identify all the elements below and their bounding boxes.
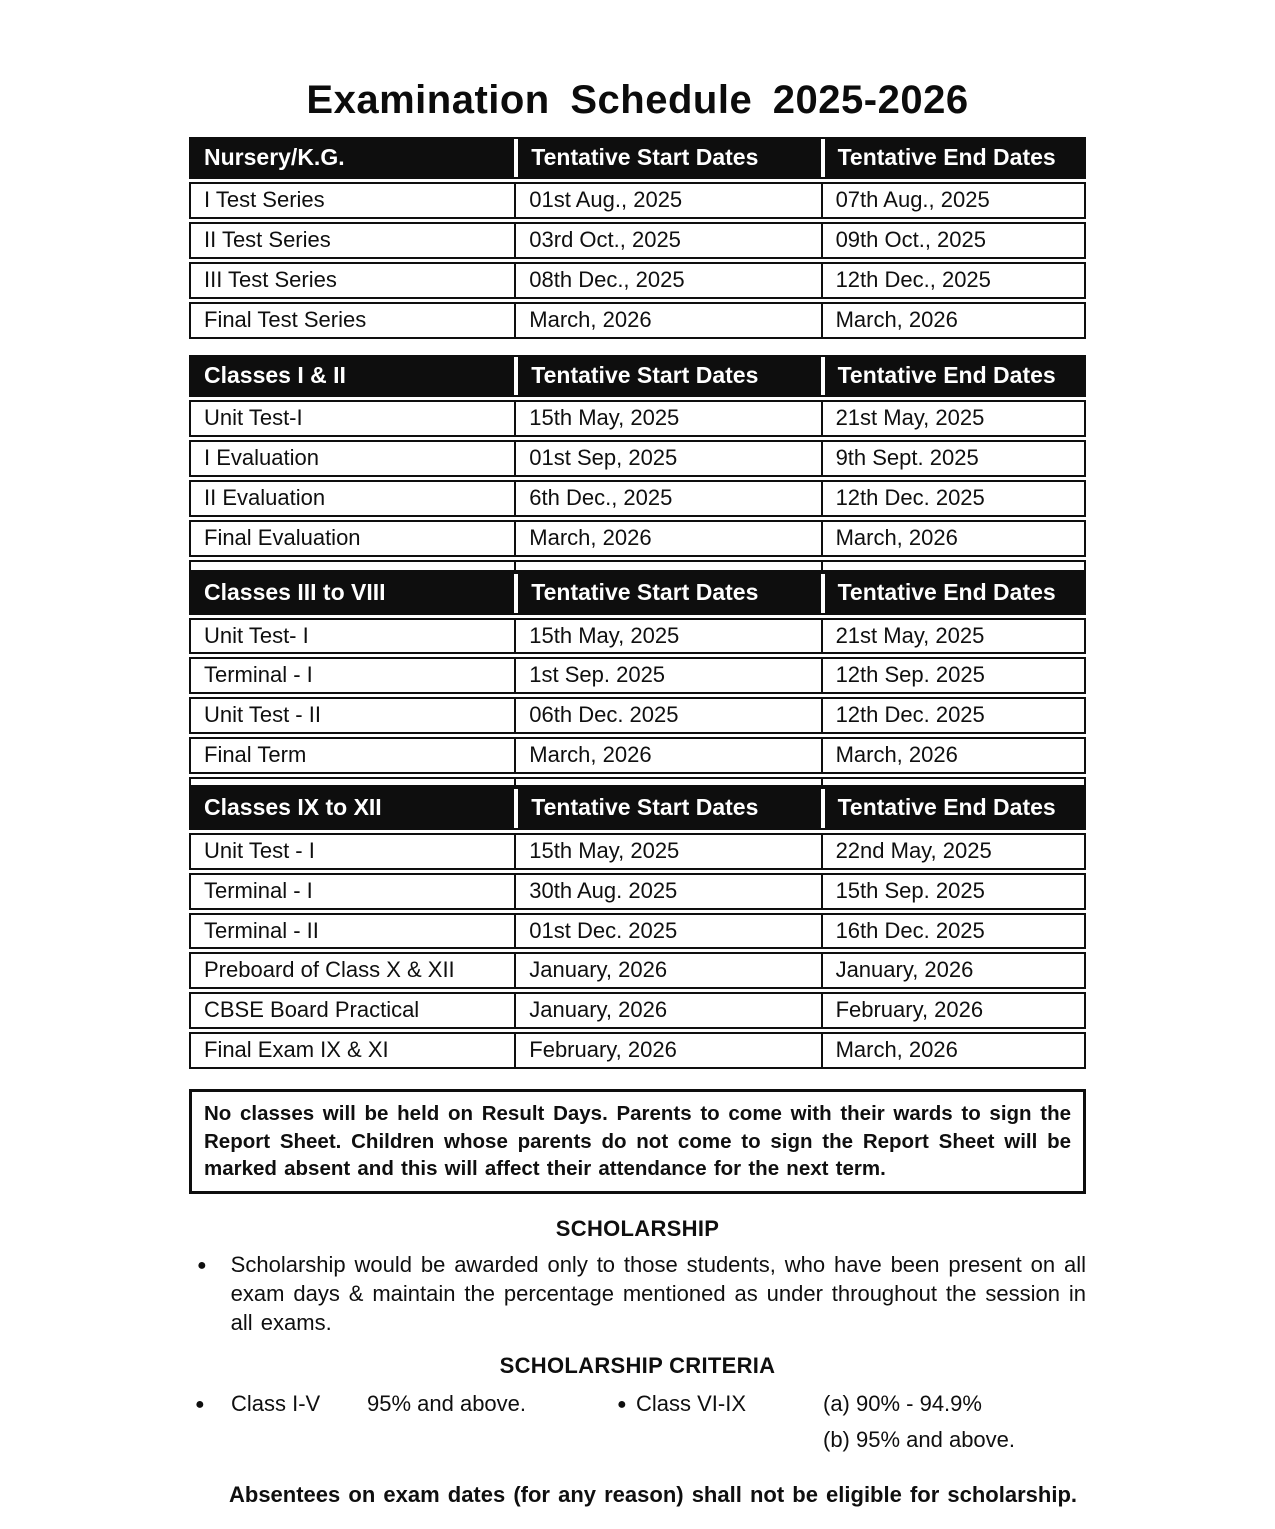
cell-start-date: 01st Aug., 2025 <box>514 184 820 217</box>
cell-end-date: 21st May, 2025 <box>821 620 1084 653</box>
table-row <box>189 480 1086 517</box>
cell-start-date: February, 2026 <box>514 1034 820 1067</box>
cell-end-date: 12th Sep. 2025 <box>821 659 1084 692</box>
cell-exam-name: III Test Series <box>204 267 337 293</box>
cell-start-date: 15th May, 2025 <box>514 620 820 653</box>
spacer-row <box>189 777 1086 787</box>
table-row <box>189 952 1086 989</box>
table-row <box>189 262 1086 299</box>
cell-start-date: 30th Aug. 2025 <box>514 875 820 908</box>
spacer-row <box>189 560 1086 572</box>
bullet-icon: ● <box>617 1396 627 1414</box>
cell-exam-name: Terminal - II <box>204 917 319 943</box>
cell-exam-name: Unit Test-I <box>204 405 303 431</box>
cell-exam-name: I Test Series <box>204 187 325 213</box>
table-row <box>189 222 1086 259</box>
cell-exam-name: Final Test Series <box>204 307 367 333</box>
cell-start-date: 1st Sep. 2025 <box>514 659 820 692</box>
column-header-end-dates: Tentative End Dates <box>821 789 1084 827</box>
absentees-note: Absentees on exam dates (for any reason) shall not be eligible for scholarship. <box>229 1482 1077 1508</box>
scholarship-heading: SCHOLARSHIP <box>555 1216 720 1242</box>
criteria-row <box>189 1391 1086 1459</box>
cell-exam-name: II Test Series <box>204 227 331 253</box>
table-row <box>189 992 1086 1029</box>
cell-end-date: March, 2026 <box>821 739 1084 772</box>
cell-end-date: January, 2026 <box>821 954 1084 987</box>
column-header-class: Classes IX to XII <box>204 794 382 821</box>
scholarship-text: Scholarship would be awarded only to those students, who have been present on all exam days & maintain the percentage mentioned as under throughout the session in all exams. <box>230 1252 1086 1336</box>
cell-exam-name: Preboard of Class X & XII <box>204 957 455 983</box>
cell-exam-name: II Evaluation <box>204 485 326 511</box>
cell-end-date: 12th Dec., 2025 <box>821 264 1084 297</box>
cell-start-date: March, 2026 <box>514 739 820 772</box>
cell-end-date: 09th Oct., 2025 <box>821 224 1084 257</box>
bullet-icon: ● <box>197 1257 207 1275</box>
table-row <box>189 697 1086 734</box>
table-row <box>189 833 1086 870</box>
table-row <box>189 618 1086 655</box>
table-header-row <box>189 355 1086 397</box>
cell-end-date: 9th Sept. 2025 <box>821 442 1084 475</box>
cell-start-date: 03rd Oct., 2025 <box>514 224 820 257</box>
cell-exam-name: Final Evaluation <box>204 525 361 551</box>
cell-end-date: 15th Sep. 2025 <box>821 875 1084 908</box>
criteria-class-6-9-value-a: (a) 90% - 94.9% <box>823 1391 982 1417</box>
table-row <box>189 440 1086 477</box>
cell-start-date: 01st Dec. 2025 <box>514 915 820 948</box>
scholarship-paragraph <box>189 1250 1086 1337</box>
criteria-class-6-9-label: Class VI-IX <box>636 1391 747 1417</box>
criteria-class-6-9-value-b: (b) 95% and above. <box>823 1427 1016 1453</box>
table-row <box>189 520 1086 557</box>
note-box <box>189 1089 1086 1194</box>
cell-start-date: March, 2026 <box>514 522 820 555</box>
cell-exam-name: Unit Test - II <box>204 702 321 728</box>
table-header-row <box>189 787 1086 829</box>
cell-end-date: 12th Dec. 2025 <box>821 482 1084 515</box>
column-header-start-dates: Tentative Start Dates <box>514 789 820 827</box>
criteria-class-1-5-value: 95% and above. <box>367 1391 527 1417</box>
table-row <box>189 400 1086 437</box>
schedule-table-nursery-kg <box>189 137 1086 339</box>
cell-exam-name: I Evaluation <box>204 445 319 471</box>
table-header-row <box>189 137 1086 179</box>
column-header-start-dates: Tentative Start Dates <box>514 574 820 612</box>
cell-start-date: 06th Dec. 2025 <box>514 699 820 732</box>
cell-exam-name: Unit Test- I <box>204 622 309 648</box>
table-row <box>189 657 1086 694</box>
cell-end-date: 16th Dec. 2025 <box>821 915 1084 948</box>
table-row <box>189 302 1086 339</box>
cell-end-date: March, 2026 <box>821 522 1084 555</box>
cell-end-date: March, 2026 <box>821 1034 1084 1067</box>
column-header-end-dates: Tentative End Dates <box>821 139 1084 177</box>
table-row <box>189 182 1086 219</box>
cell-end-date: 12th Dec. 2025 <box>821 699 1084 732</box>
table-header-row <box>189 572 1086 614</box>
cell-start-date: January, 2026 <box>514 954 820 987</box>
bullet-icon: ● <box>195 1396 205 1414</box>
cell-end-date: 22nd May, 2025 <box>821 835 1084 868</box>
column-header-class: Nursery/K.G. <box>204 144 345 170</box>
cell-start-date: 08th Dec., 2025 <box>514 264 820 297</box>
cell-start-date: January, 2026 <box>514 994 820 1027</box>
table-row <box>189 737 1086 774</box>
document-content <box>189 137 1086 1510</box>
schedule-table-classes-1-2 <box>189 355 1086 572</box>
column-header-start-dates: Tentative Start Dates <box>514 357 820 395</box>
column-header-end-dates: Tentative End Dates <box>821 357 1084 395</box>
schedule-table-classes-3-8 <box>189 572 1086 787</box>
cell-exam-name: Final Exam IX & XI <box>204 1037 389 1063</box>
cell-start-date: March, 2026 <box>514 304 820 337</box>
cell-start-date: 6th Dec., 2025 <box>514 482 820 515</box>
column-header-end-dates: Tentative End Dates <box>821 574 1084 612</box>
cell-exam-name: CBSE Board Practical <box>204 997 420 1023</box>
table-row <box>189 873 1086 910</box>
cell-exam-name: Unit Test - I <box>204 837 315 863</box>
cell-end-date: February, 2026 <box>821 994 1084 1027</box>
cell-exam-name: Final Term <box>204 742 307 768</box>
page-title: Examination Schedule 2025-2026 <box>306 78 969 122</box>
cell-end-date: 07th Aug., 2025 <box>821 184 1084 217</box>
criteria-heading: SCHOLARSHIP CRITERIA <box>499 1353 776 1379</box>
cell-exam-name: Terminal - I <box>204 877 313 903</box>
cell-end-date: 21st May, 2025 <box>821 402 1084 435</box>
column-header-class: Classes III to VIII <box>204 579 386 606</box>
cell-start-date: 15th May, 2025 <box>514 835 820 868</box>
table-row <box>189 913 1086 950</box>
column-header-start-dates: Tentative Start Dates <box>514 139 820 177</box>
cell-exam-name: Terminal - I <box>204 662 313 688</box>
cell-end-date: March, 2026 <box>821 304 1084 337</box>
cell-start-date: 01st Sep, 2025 <box>514 442 820 475</box>
table-row <box>189 1032 1086 1069</box>
column-header-class: Classes I & II <box>204 362 346 389</box>
criteria-class-1-5-label: Class I-V <box>231 1391 321 1417</box>
cell-start-date: 15th May, 2025 <box>514 402 820 435</box>
schedule-table-classes-9-12 <box>189 787 1086 1069</box>
note-text: No classes will be held on Result Days. Parents to come with their wards to sign the Report Sheet. Children whose parents do not come to sign the Report Sheet will be marked absent and this will affect their attendance for the next term. <box>204 1102 1071 1180</box>
